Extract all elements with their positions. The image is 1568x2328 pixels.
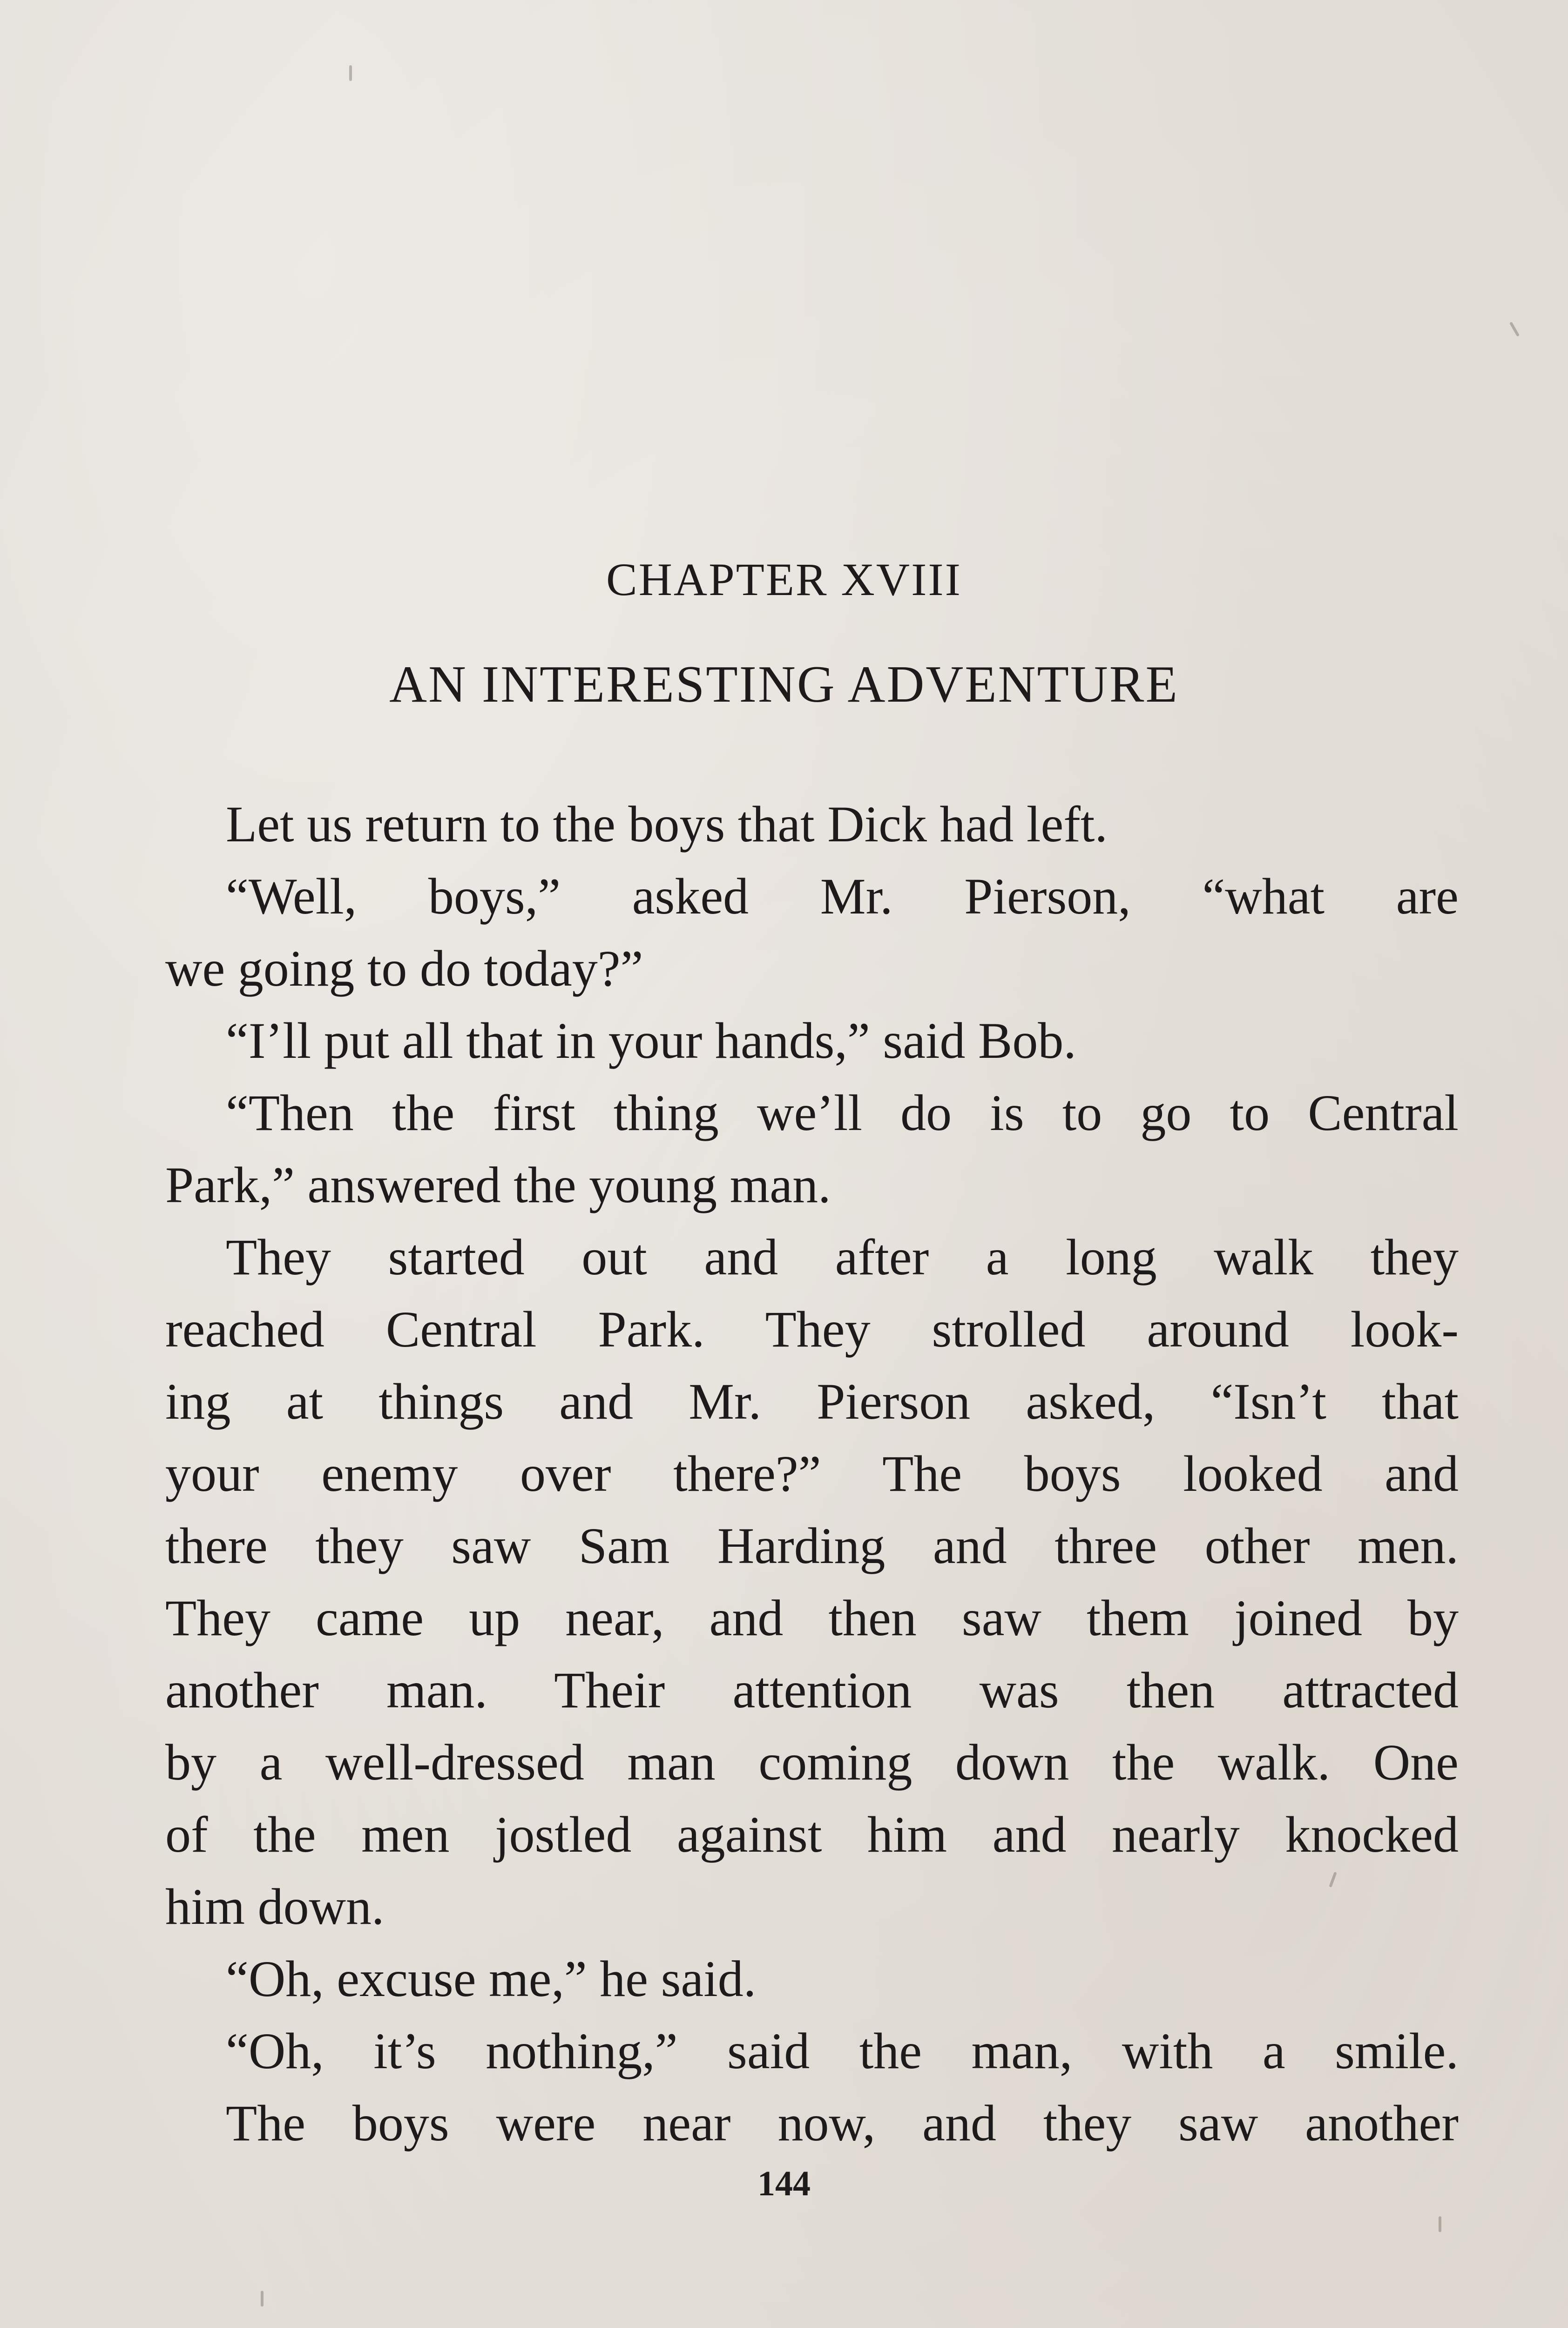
text-line: we going to do today?” xyxy=(165,940,643,997)
text-line: your enemy over there?” The boys looked and xyxy=(165,1445,1459,1502)
text-line: “Then the first thing we’ll do is to go to Central xyxy=(226,1084,1459,1141)
text-line: “Oh, excuse me,” he said. xyxy=(226,1950,757,2007)
paper-fleck xyxy=(1509,322,1520,337)
text-line: They came up near, and then saw them joined by xyxy=(165,1590,1459,1646)
paper-fleck xyxy=(349,65,352,81)
text-line: reached Central Park. They strolled around look- xyxy=(165,1301,1459,1358)
text-line: “Well, boys,” asked Mr. Pierson, “what are xyxy=(226,868,1459,925)
text-line: The boys were near now, and they saw another xyxy=(226,2095,1459,2152)
text-line: there they saw Sam Harding and three other men. xyxy=(165,1517,1459,1574)
page-number: 144 xyxy=(757,2164,811,2203)
text-line: ing at things and Mr. Pierson asked, “Isn’t that xyxy=(165,1373,1459,1430)
text-line: Let us return to the boys that Dick had left. xyxy=(226,796,1108,853)
paper-fleck xyxy=(261,2291,264,2307)
text-line: They started out and after a long walk they xyxy=(226,1229,1459,1286)
chapter-number: CHAPTER XVIII xyxy=(606,554,962,605)
text-line: of the men jostled against him and nearly knocked xyxy=(165,1806,1459,1863)
paper-fleck xyxy=(1439,2216,1441,2232)
text-line: “I’ll put all that in your hands,” said Bob. xyxy=(226,1012,1076,1069)
text-line: by a well-dressed man coming down the walk. One xyxy=(165,1734,1459,1791)
text-line: another man. Their attention was then attracted xyxy=(165,1662,1459,1719)
text-line: Park,” answered the young man. xyxy=(165,1157,831,1213)
chapter-title: AN INTERESTING ADVENTURE xyxy=(389,656,1179,713)
text-line: “Oh, it’s nothing,” said the man, with a smile. xyxy=(226,2023,1459,2079)
text-line: him down. xyxy=(165,1878,385,1935)
body-text xyxy=(165,788,1459,2159)
